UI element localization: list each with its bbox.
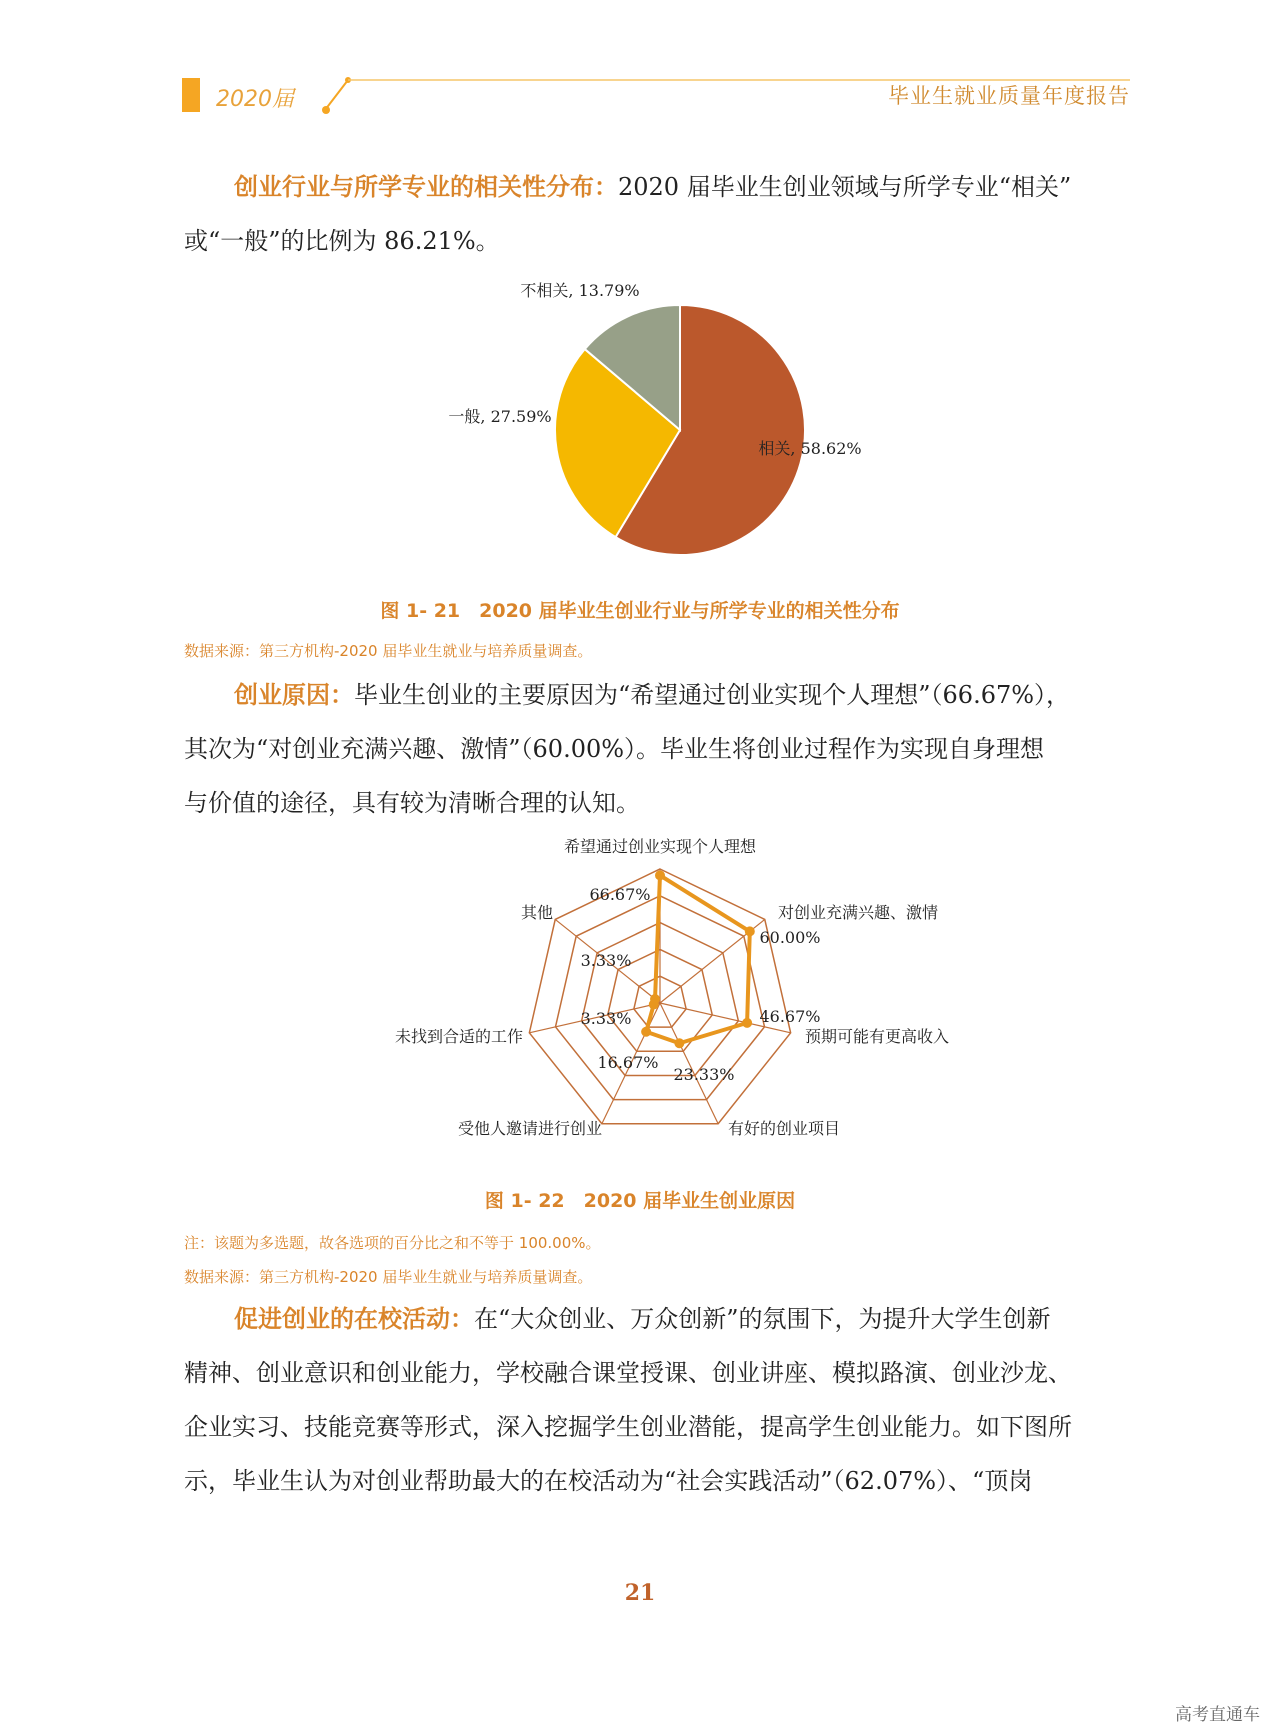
radar-point-1 xyxy=(745,926,755,936)
header-title: 毕业生就业质量年度报告 xyxy=(888,84,1130,108)
figure22-note: 注：该题为多选题，故各选项的百分比之和不等于 100.00%。 xyxy=(184,1234,601,1252)
radar-category-label-0: 希望通过创业实现个人理想 xyxy=(563,837,757,856)
radar-value-label-0: 66.67% xyxy=(589,885,651,904)
figure21-source: 数据来源：第三方机构-2020 届毕业生就业与培养质量调查。 xyxy=(184,642,593,660)
header-year: 2020届 xyxy=(216,87,294,112)
radar-point-6 xyxy=(650,994,660,1004)
pie-label-0: 相关, 58.62% xyxy=(758,439,862,458)
figure22-source: 数据来源：第三方机构-2020 届毕业生就业与培养质量调查。 xyxy=(184,1268,593,1286)
radar-value-label-4: 16.67% xyxy=(597,1053,659,1072)
section3-line4: 示，毕业生认为对创业帮助最大的在校活动为“社会实践活动”（62.07%）、“顶岗 xyxy=(184,1467,1033,1495)
radar-value-label-1: 60.00% xyxy=(759,928,821,947)
pie-label-2: 不相关, 13.79% xyxy=(520,281,640,300)
radar-category-label-3: 有好的创业项目 xyxy=(728,1119,841,1138)
section3-line3: 企业实习、技能竞赛等形式，深入挖掘学生创业潜能，提高学生创业能力。如下图所 xyxy=(184,1413,1072,1441)
radar-category-label-5: 未找到合适的工作 xyxy=(394,1027,523,1046)
section3-paragraph xyxy=(184,1292,1130,1508)
section1-heading: 创业行业与所学专业的相关性分布： xyxy=(234,173,618,201)
page-number: 21 xyxy=(624,1580,656,1606)
radar-value-label-2: 46.67% xyxy=(759,1007,821,1026)
section2-heading: 创业原因： xyxy=(234,681,354,709)
section2-line1: 毕业生创业的主要原因为“希望通过创业实现个人理想”（66.67%）， xyxy=(354,681,1071,709)
radar-point-0 xyxy=(655,870,665,880)
watermark: 高考直通车 xyxy=(1175,1705,1260,1725)
section2-line2: 其次为“对创业充满兴趣、激情”（60.00%）。毕业生将创业过程作为实现自身理想 xyxy=(184,735,1045,763)
radar-series-line xyxy=(646,875,750,1043)
radar-category-label-6: 其他 xyxy=(520,903,553,922)
radar-point-2 xyxy=(742,1018,752,1028)
radar-point-4 xyxy=(641,1027,651,1037)
radar-point-3 xyxy=(674,1038,684,1048)
section1-line2: 或“一般”的比例为 86.21%。 xyxy=(184,227,500,255)
figure22-caption: 图 1- 22 2020 届毕业生创业原因 xyxy=(484,1190,796,1212)
radar-category-label-2: 预期可能有更高收入 xyxy=(805,1027,950,1046)
radar-value-label-5: 3.33% xyxy=(580,1009,632,1028)
radar-value-label-6: 3.33% xyxy=(580,951,632,970)
section3-heading: 促进创业的在校活动： xyxy=(234,1305,474,1333)
figure21-caption: 图 1- 21 2020 届毕业生创业行业与所学专业的相关性分布 xyxy=(380,600,900,622)
section1-line1: 2020 届毕业生创业领域与所学专业“相关” xyxy=(618,173,1072,201)
radar-chart xyxy=(395,837,949,1138)
radar-category-label-4: 受他人邀请进行创业 xyxy=(457,1119,602,1138)
radar-value-label-3: 23.33% xyxy=(673,1065,735,1084)
pie-label-1: 一般, 27.59% xyxy=(448,407,552,426)
radar-spoke-3 xyxy=(660,1003,718,1124)
section3-line2: 精神、创业意识和创业能力，学校融合课堂授课、创业讲座、模拟路演、创业沙龙、 xyxy=(184,1359,1072,1387)
section3-line1: 在“大众创业、万众创新”的氛围下，为提升大学生创新 xyxy=(474,1305,1051,1333)
radar-category-label-1: 对创业充满兴趣、激情 xyxy=(778,903,939,922)
section2-paragraph xyxy=(184,668,1130,830)
pie-chart xyxy=(448,281,861,555)
section2-line3: 与价值的途径，具有较为清晰合理的认知。 xyxy=(184,789,640,817)
